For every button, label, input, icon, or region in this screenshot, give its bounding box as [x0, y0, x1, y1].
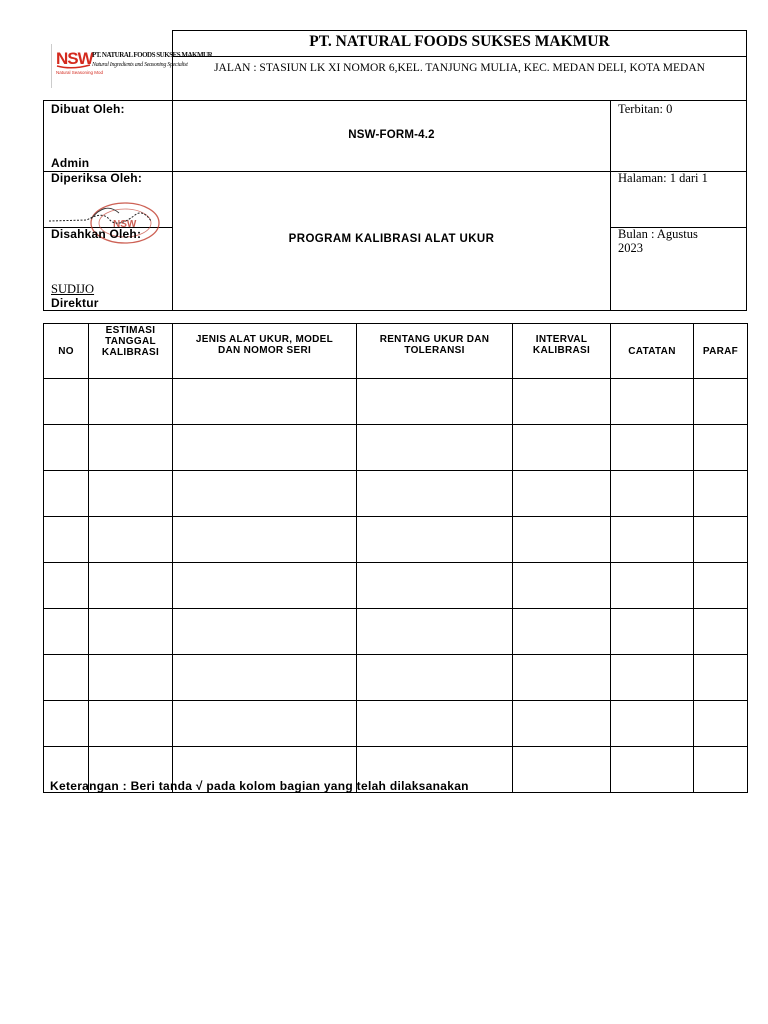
calibration-table	[43, 323, 748, 793]
table-cell[interactable]	[357, 517, 513, 563]
table-cell[interactable]	[173, 655, 357, 701]
svg-text:Natural Ingredients and Season: Natural Ingredients and Seasoning Specialist	[92, 62, 188, 68]
table-cell[interactable]	[513, 609, 611, 655]
nsw-logo-icon	[52, 44, 213, 88]
table-cell[interactable]	[357, 379, 513, 425]
table-cell[interactable]	[357, 425, 513, 471]
company-address: JALAN : STASIUN LK XI NOMOR 6,KEL. TANJUNG MULIA, KEC. MEDAN DELI, KOTA MEDAN	[214, 62, 705, 74]
approval-left	[43, 100, 173, 311]
table-row	[44, 655, 748, 701]
header-text: KALIBRASI	[101, 347, 160, 358]
table-cell[interactable]	[513, 563, 611, 609]
table-cell[interactable]	[44, 517, 89, 563]
table-cell[interactable]	[357, 471, 513, 517]
table-cell[interactable]	[89, 379, 173, 425]
table-cell[interactable]	[694, 563, 748, 609]
table-cell[interactable]	[173, 609, 357, 655]
header-text: PARAF	[702, 345, 739, 357]
company-name: PT. NATURAL FOODS SUKSES MAKMUR	[309, 33, 610, 50]
table-cell[interactable]	[44, 609, 89, 655]
header-text: TANGGAL	[105, 336, 156, 347]
table-cell[interactable]	[513, 747, 611, 793]
table-cell[interactable]	[173, 425, 357, 471]
table-cell[interactable]	[611, 747, 694, 793]
table-cell[interactable]	[611, 425, 694, 471]
table-cell[interactable]	[694, 517, 748, 563]
table-row	[44, 701, 748, 747]
form-title: PROGRAM KALIBRASI ALAT UKUR	[288, 233, 495, 245]
table-cell[interactable]	[694, 747, 748, 793]
bulan-line-2: 2023	[618, 241, 643, 255]
table-cell[interactable]	[611, 655, 694, 701]
dibuat-name: Admin	[51, 156, 90, 170]
company-logo	[51, 44, 213, 88]
table-row	[44, 471, 748, 517]
table-cell[interactable]	[611, 379, 694, 425]
logo-box	[43, 30, 213, 101]
col-header-interval	[513, 324, 611, 379]
table-cell[interactable]	[89, 609, 173, 655]
svg-text:Natural Seasoning Mod: Natural Seasoning Mod	[56, 70, 104, 75]
table-cell[interactable]	[694, 609, 748, 655]
table-cell[interactable]	[89, 655, 173, 701]
table-cell[interactable]	[44, 655, 89, 701]
header-text: TOLERANSI	[404, 345, 465, 356]
table-row	[44, 517, 748, 563]
header-text: DAN NOMOR SERI	[217, 345, 312, 356]
header-divider	[173, 56, 746, 57]
col-header-paraf	[694, 324, 748, 379]
halaman-value: Halaman: 1 dari 1	[618, 171, 708, 185]
col-header-catatan	[611, 324, 694, 379]
table-cell[interactable]	[513, 655, 611, 701]
table-row	[44, 379, 748, 425]
table-cell[interactable]	[173, 471, 357, 517]
table-cell[interactable]	[173, 563, 357, 609]
table-cell[interactable]	[611, 471, 694, 517]
table-cell[interactable]	[173, 701, 357, 747]
header-text: KALIBRASI	[532, 345, 591, 356]
disahkan-title: Direktur	[51, 296, 99, 310]
table-cell[interactable]	[513, 379, 611, 425]
table-cell[interactable]	[694, 425, 748, 471]
terbitan-value: Terbitan: 0	[618, 102, 673, 116]
table-cell[interactable]	[89, 425, 173, 471]
svg-text:PT. NATURAL FOODS SUKSES MAKMU: PT. NATURAL FOODS SUKSES MAKMUR	[92, 51, 213, 59]
svg-text:NSW: NSW	[113, 219, 137, 230]
table-cell[interactable]	[694, 379, 748, 425]
col-header-rentang	[357, 324, 513, 379]
header-text: JENIS ALAT UKUR, MODEL	[195, 334, 334, 345]
header-text: CATATAN	[628, 345, 676, 357]
table-cell[interactable]	[89, 701, 173, 747]
table-cell[interactable]	[89, 563, 173, 609]
header-text: RENTANG UKUR DAN	[379, 334, 490, 345]
disahkan-name: SUDIJO	[51, 282, 95, 296]
table-cell[interactable]	[89, 517, 173, 563]
table-body	[44, 379, 748, 793]
table-cell[interactable]	[173, 379, 357, 425]
header-text: NO	[58, 345, 74, 357]
table-cell[interactable]	[44, 425, 89, 471]
company-header	[172, 30, 747, 101]
col-header-jenis-alat	[173, 324, 357, 379]
table-cell[interactable]	[694, 701, 748, 747]
disahkan-label: Disahkan Oleh:	[51, 227, 142, 241]
footnote: Keterangan : Beri tanda √ pada kolom bagian yang telah dilaksanakan	[50, 779, 469, 793]
table-cell[interactable]	[173, 517, 357, 563]
table-cell[interactable]	[89, 471, 173, 517]
header-text: INTERVAL	[535, 334, 588, 345]
table-row	[44, 609, 748, 655]
table-cell[interactable]	[611, 701, 694, 747]
svg-text:NSW: NSW	[56, 49, 93, 68]
bulan-line-1: Bulan : Agustus	[618, 227, 698, 241]
table-cell[interactable]	[611, 517, 694, 563]
table-cell[interactable]	[611, 609, 694, 655]
table-cell[interactable]	[611, 563, 694, 609]
form-code: NSW-FORM-4.2	[348, 129, 435, 141]
table-cell[interactable]	[44, 701, 89, 747]
table-header-row	[44, 324, 748, 379]
header-text: ESTIMASI	[105, 325, 156, 336]
col-header-estimasi	[89, 324, 173, 379]
form-info-center	[172, 100, 611, 311]
table-cell[interactable]	[44, 471, 89, 517]
bulan-value	[618, 227, 698, 255]
table-row	[44, 425, 748, 471]
table-cell[interactable]	[513, 701, 611, 747]
table-cell[interactable]	[513, 471, 611, 517]
table-cell[interactable]	[357, 655, 513, 701]
table-cell[interactable]	[357, 701, 513, 747]
form-meta-right	[610, 100, 747, 311]
table-cell[interactable]	[44, 379, 89, 425]
table-cell[interactable]	[694, 655, 748, 701]
table-cell[interactable]	[513, 425, 611, 471]
col-header-no	[44, 324, 89, 379]
table-cell[interactable]	[44, 563, 89, 609]
table-cell[interactable]	[357, 563, 513, 609]
center-divider	[173, 171, 610, 172]
table-cell[interactable]	[694, 471, 748, 517]
table-cell[interactable]	[357, 609, 513, 655]
dibuat-label: Dibuat Oleh:	[51, 102, 125, 116]
table-cell[interactable]	[513, 517, 611, 563]
table-row	[44, 563, 748, 609]
diperiksa-label: Diperiksa Oleh:	[51, 171, 143, 185]
